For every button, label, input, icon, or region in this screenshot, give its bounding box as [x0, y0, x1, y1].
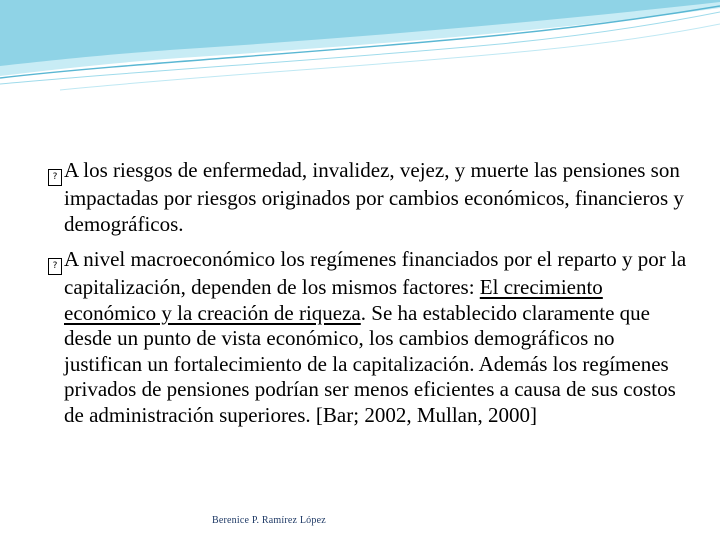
bullet-2-text-before: A nivel macroeconómico los regímenes financiados por el reparto y por la capitalización, dependen de los mismos factores:: [64, 247, 687, 299]
header-wave-decoration: [0, 0, 720, 95]
bullet-1-text: A los riesgos de enfermedad, invalidez, vejez, y muerte las pensiones son impactadas por riesgos originados por cambios económicos, financieros y demográficos.: [64, 158, 684, 236]
missing-glyph-box-icon: ?: [48, 169, 62, 186]
footer-author: Berenice P. Ramírez López: [212, 515, 326, 526]
bullet-1-paragraph: [48, 158, 688, 237]
bullet-2-paragraph: [48, 247, 688, 428]
bullet-2-text-after: . Se ha establecido claramente que desde un punto de vista económico, los cambios demográficos no justifican un fortalecimiento de la capitalización. Además los regímenes privados de pensiones podrían ser menos eficientes a causa de sus costos de administración superiores. [Bar; 2002, Mullan, 2000]: [64, 300, 676, 427]
bullet-item-1: [48, 158, 688, 237]
missing-glyph-box-icon: ?: [48, 258, 62, 275]
bullet-item-2: [48, 247, 688, 428]
bullet-2-underlined-phrase: El crecimiento económico y la creación de riqueza: [64, 275, 603, 325]
